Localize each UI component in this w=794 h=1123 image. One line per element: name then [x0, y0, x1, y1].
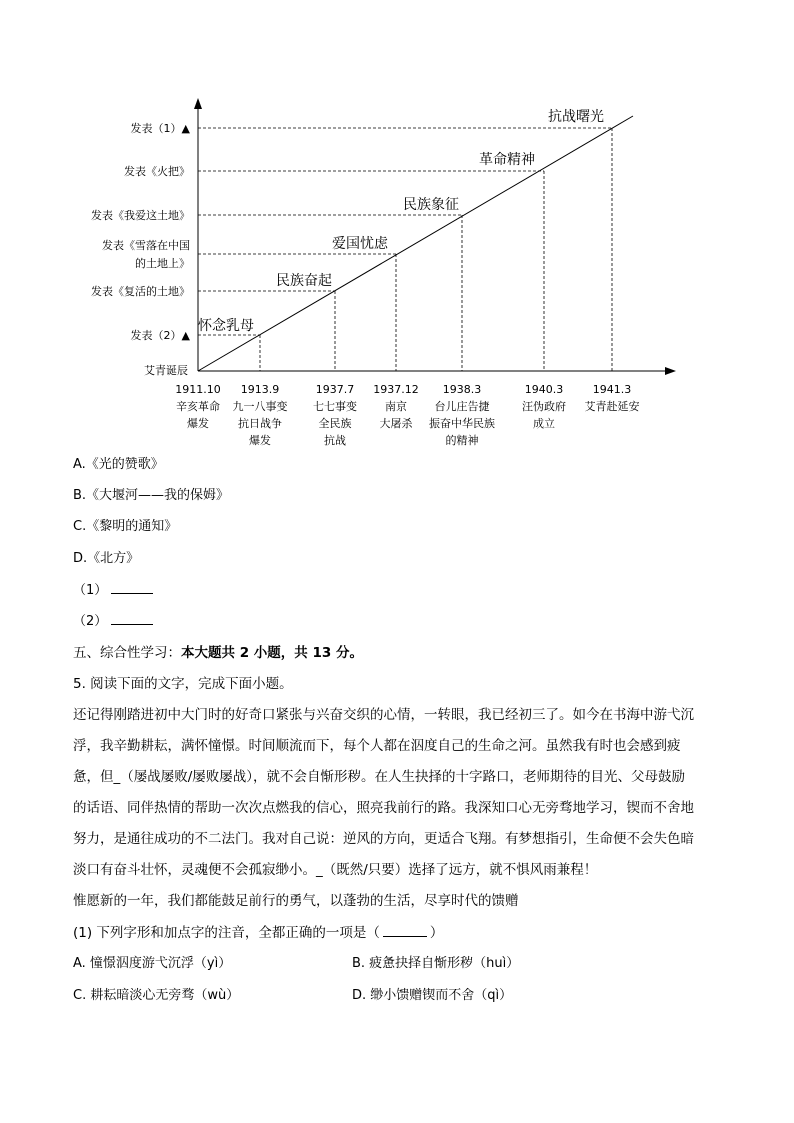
x-tick-date: 1911.10 — [175, 383, 221, 396]
passage-line: 淡口有奋斗壮怀，灵魂便不会孤寂缈小。_（既然/只要）选择了远方，就不惧风雨兼程！ — [73, 862, 598, 878]
x-tick-event: 抗日战争 — [238, 417, 282, 430]
x-tick-event: 抗战 — [324, 434, 346, 447]
option-b: B.《大堰河——我的保姆》 — [73, 488, 230, 503]
y-tick-label: 的土地上》 — [135, 257, 190, 270]
x-tick-event: 九一八事变 — [232, 400, 288, 413]
x-tick-event: 全民族 — [318, 417, 352, 430]
x-tick-date: 1938.3 — [442, 383, 482, 396]
x-tick-date: 1937.12 — [373, 383, 419, 396]
y-axis-labels — [91, 121, 191, 377]
x-tick-event: 台儿庄告捷 — [434, 400, 490, 413]
passage-line: 浮，我辛勤耕耘，满怀憧憬。时间顺流而下，每个人都在泅度自己的生命之河。虽然我有时也会感到疲 — [73, 738, 681, 754]
x-tick-date: 1913.9 — [240, 383, 280, 396]
x-tick-date: 1937.7 — [315, 383, 355, 396]
x-tick-event: 振奋中华民族 — [429, 417, 495, 430]
line-label: 怀念乳母 — [198, 318, 254, 334]
x-tick-event: 爆发 — [249, 434, 271, 447]
x-tick-event: 辛亥革命 — [176, 400, 220, 413]
passage-line: 惫，但_（屡战屡败/屡败屡战），就不会自惭形秽。在人生抉择的十字路口，老师期待的目光、父母鼓励 — [73, 769, 686, 785]
x-tick-event: 大屠杀 — [379, 417, 413, 430]
line-label: 革命精神 — [479, 152, 535, 168]
passage-line: 惟愿新的一年，我们都能鼓足前行的勇气，以蓬勃的生活，尽享时代的馈赠 — [73, 893, 519, 909]
blank-1: （1） — [73, 581, 153, 600]
option-c: C.《黎明的通知》 — [73, 519, 178, 534]
blank-1-line — [111, 581, 153, 594]
blank-2: （2） — [73, 612, 153, 631]
line-labels — [198, 108, 604, 334]
x-tick-event: 爆发 — [187, 417, 209, 430]
chart-axes — [194, 98, 676, 375]
line-label: 抗战曙光 — [548, 109, 604, 125]
blank-2-line — [111, 612, 153, 625]
passage-line: 的话语、同伴热情的帮助一次次点燃我的信心，照亮我前行的路。我深知口心无旁骛地学习，锲而不舍地 — [73, 800, 694, 816]
passage-line: 还记得刚踏进初中大门时的好奇口紧张与兴奋交织的心情，一转眼，我已经初三了。如今在书海中游弋沉 — [73, 707, 694, 723]
x-tick-date: 1940.3 — [524, 383, 564, 396]
y-axis-arrow — [194, 98, 202, 109]
choice-a: A. 憧憬泅度游弋沉浮（yì） — [73, 956, 232, 971]
x-tick-event: 艾青赴延安 — [584, 400, 640, 413]
x-axis-labels — [175, 383, 639, 447]
answer-blank — [383, 924, 427, 937]
x-tick-event: 七七事变 — [313, 400, 357, 413]
y-tick-label: 发表（2）▲ — [130, 329, 190, 342]
x-tick-event: 的精神 — [445, 434, 479, 447]
line-label: 民族奋起 — [276, 273, 332, 289]
option-d: D.《北方》 — [73, 551, 140, 566]
y-tick-label: 发表《火把》 — [124, 165, 190, 178]
line-label: 爱国忧虑 — [332, 236, 388, 252]
origin-label: 艾青诞辰 — [144, 364, 188, 377]
x-axis-arrow — [665, 367, 676, 375]
choice-c: C. 耕耘暗淡心无旁骛（wù） — [73, 988, 240, 1003]
x-tick-event: 汪伪政府 — [522, 400, 566, 413]
y-tick-label: 发表《我爱这土地》 — [91, 209, 190, 222]
question-5-title: 5. 阅读下面的文字，完成下面小题。 — [73, 676, 293, 692]
section-heading: 五、综合性学习：本大题共 2 小题，共 13 分。 — [73, 645, 363, 661]
choice-d: D. 缈小馈赠锲而不舍（qì） — [352, 988, 513, 1003]
passage-line: 努力，是通往成功的不二法门。我对自己说：逆风的方向，更适合飞翔。有梦想指引，生命便不会失色暗 — [73, 831, 694, 847]
y-tick-label: 发表《雪落在中国 — [102, 239, 190, 252]
option-a: A.《光的赞歌》 — [73, 457, 164, 472]
line-label: 民族象征 — [403, 197, 459, 213]
x-tick-event: 南京 — [385, 400, 407, 413]
trend-line — [198, 116, 633, 371]
timeline-chart — [0, 0, 794, 460]
y-tick-label: 发表（1）▲ — [130, 122, 190, 135]
y-tick-label: 发表《复活的土地》 — [91, 285, 190, 298]
x-tick-event: 成立 — [533, 417, 555, 430]
choice-b: B. 疲惫抉择自惭形秽（huì） — [352, 956, 520, 971]
sub-question-1: (1) 下列字形和加点字的注音，全都正确的一项是（ ） — [73, 925, 444, 941]
x-tick-date: 1941.3 — [592, 383, 632, 396]
